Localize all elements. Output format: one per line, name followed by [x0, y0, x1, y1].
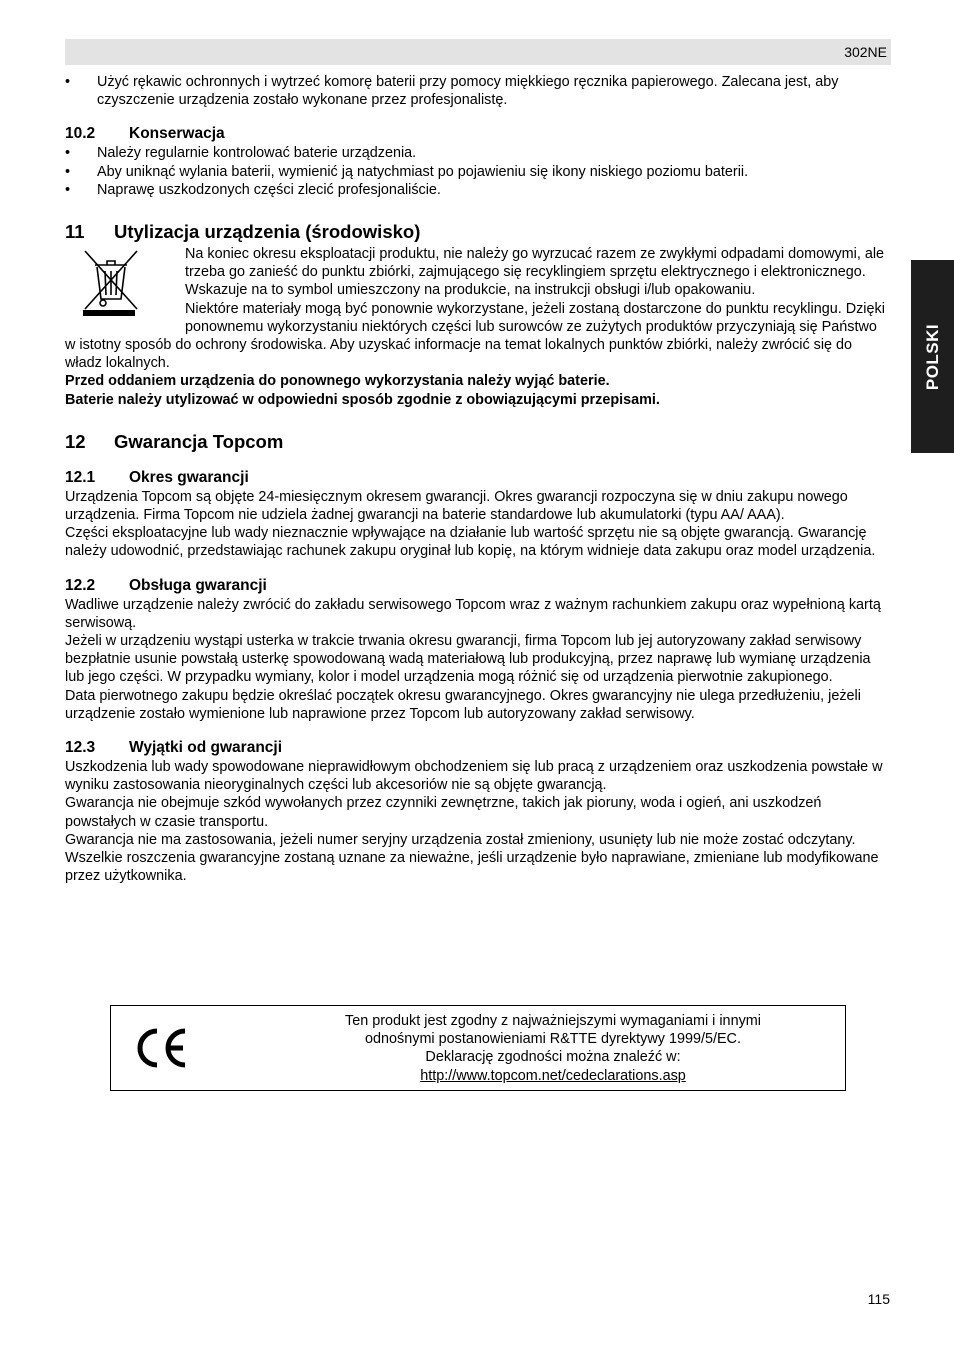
disposal-paragraph-2: Niektóre materiały mogą być ponownie wykorzystane, jeżeli zostaną dostarczone do punktu recyklingu. Dzięki ponownemu wykorzystaniu niektórych części lub surowców ze zużytych produktów przyczyniają się Państwo w istotny sposób do ochrony środowiska. Aby uzyskać informacje na temat lokalnych punktów zbiórki, należy zwrócić się do władz lokalnych. — [65, 300, 885, 372]
warranty-exclusions-paragraph-4: Wszelkie roszczenia gwarancyjne zostaną uznane za nieważne, jeśli urządzenie było naprawiane, zmieniane lub modyfikowane przez użytkownika. — [65, 850, 879, 885]
section-number: 11 — [65, 221, 85, 243]
section-number: 12.2 — [65, 576, 96, 594]
section-title: Konserwacja — [129, 125, 225, 143]
warranty-service-paragraph-3: Data pierwotnego zakupu będzie określać początek okresu gwarancyjnego. Okres gwarancyjny nie ulega przedłużeniu, jeżeli urządzenie zostało wymienione lub naprawione przez Topcom lub autoryzowany zakład serwisowy. — [65, 687, 861, 722]
section-number: 12.1 — [65, 468, 96, 486]
crossed-out-wheelie-bin-icon — [81, 247, 141, 319]
battery-removal-note: Przed oddaniem urządzenia do ponownego wykorzystania należy wyjąć baterie. — [65, 373, 610, 390]
page-content — [65, 73, 891, 886]
section-title: Okres gwarancji — [129, 468, 249, 486]
ce-mark-icon — [133, 1026, 189, 1070]
disposal-paragraph-1: Na koniec okresu eksploatacji produktu, nie należy go wyrzucać razem ze zwykłymi odpadami domowymi, ale trzeba go zanieść do punktu zbiórki, zajmującego się recyklingiem sprzętu elektrycznego i elektronicznego. Wskazuje na to symbol umieszczony na produkcie, na instrukcji obsługi i/lub opakowaniu. — [185, 246, 885, 299]
ce-declaration-text — [261, 1012, 845, 1085]
warranty-period-paragraph-2: Części eksploatacyjne lub wady nieznacznie wpływające na działanie lub wartość sprzętu nie są objęte gwarancją. Gwarancję należy udowodnić, przedstawiając rachunek zakupu oryginał lub kopię, na którym widnieje data zakupu oraz model urządzenia. — [65, 525, 876, 560]
language-tab — [911, 260, 954, 453]
section-10-2-heading — [65, 124, 891, 143]
warranty-exclusions-paragraph-2: Gwarancja nie obejmuje szkód wywołanych przez czynniki zewnętrzne, takich jak pioruny, woda i ogień, ani uszkodzeń powstałych w czasie transportu. — [65, 795, 822, 830]
section-number: 12 — [65, 430, 86, 452]
section-number: 10.2 — [65, 125, 96, 143]
list-item: • Aby uniknąć wylania baterii, wymienić ją natychmiast po pojawieniu się ikony niskiego poziomu baterii. — [65, 163, 891, 181]
disposal-section — [65, 245, 891, 409]
list-item: • Naprawę uszkodzonych części zlecić profesjonaliście. — [65, 181, 891, 199]
battery-disposal-note: Baterie należy utylizować w odpowiedni sposób zgodnie z obowiązującymi przepisami. — [65, 391, 660, 408]
ce-line-2: odnośnymi postanowieniami R&TTE dyrektywy 1999/5/EC. — [365, 1031, 741, 1048]
page-number: 115 — [867, 1291, 890, 1307]
ce-declarations-link[interactable]: http://www.topcom.net/cedeclarations.asp — [420, 1067, 686, 1084]
section-12-3-heading — [65, 738, 891, 757]
language-tab-label: POLSKI — [922, 323, 942, 390]
section-12-heading — [65, 431, 891, 453]
section-11-heading — [65, 221, 891, 243]
warranty-service-paragraph-1: Wadliwe urządzenie należy zwrócić do zakładu serwisowego Topcom wraz z ważnym rachunkiem zakupu oraz wypełnioną kartą serwisową. — [65, 596, 881, 631]
warranty-service-paragraph-2: Jeżeli w urządzeniu wystąpi usterka w trakcie trwania okresu gwarancji, firma Topcom lub jej autoryzowany zakład serwisowy bezpłatnie usunie powstałą usterkę spowodowaną wadą materiałową lub produkcyjną, przez naprawę lub wymianę urządzenia lub jego części. W przypadku wymiany, kolor i model urządzenia mogą różnić się od urządzenia pierwotnie zakupionego. — [65, 633, 871, 686]
section-title: Obsługa gwarancji — [129, 576, 267, 594]
intro-bullet-list — [65, 73, 891, 109]
header-bar — [65, 39, 891, 65]
model-number: 302NE — [844, 44, 887, 60]
list-item: • Należy regularnie kontrolować baterie urządzenia. — [65, 144, 891, 162]
list-item: • Użyć rękawic ochronnych i wytrzeć komorę baterii przy pomocy miękkiego ręcznika papierowego. Zalecana jest, aby czyszczenie urządzenia zostało wykonane przez profesjonalistę. — [65, 73, 891, 109]
section-number: 12.3 — [65, 739, 96, 757]
ce-line-3: Deklarację zgodności można znaleźć w: — [425, 1049, 681, 1066]
warranty-exclusions-paragraph-1: Uszkodzenia lub wady spowodowane nieprawidłowym obchodzeniem się lub pracą z urządzeniem oraz uszkodzenia powstałe w wyniku zastosowania nieoryginalnych części lub akcesoriów nie są objęte gwarancją. — [65, 759, 883, 794]
section-12-1-heading — [65, 468, 891, 487]
warranty-period-paragraph-1: Urządzenia Topcom są objęte 24-miesięcznym okresem gwarancji. Okres gwarancji rozpoczyna się w dniu zakupu nowego urządzenia. Firma Topcom nie udziela żadnej gwarancji na baterie standardowe lub akumulatorki (typu AA/ AAA). — [65, 488, 848, 524]
section-title: Wyjątki od gwarancji — [129, 739, 283, 757]
section-title: Gwarancja Topcom — [114, 430, 284, 452]
warranty-exclusions-paragraph-3: Gwarancja nie ma zastosowania, jeżeli numer seryjny urządzenia został zmieniony, usunięty lub nie może zostać odczytany. — [65, 831, 856, 848]
section-title: Utylizacja urządzenia (środowisko) — [114, 221, 421, 243]
ce-declaration-box — [110, 1005, 846, 1091]
ce-line-1: Ten produkt jest zgodny z najważniejszymi wymaganiami i innymi — [345, 1013, 761, 1029]
section-12-2-heading — [65, 576, 891, 595]
maintenance-bullet-list — [65, 144, 891, 199]
